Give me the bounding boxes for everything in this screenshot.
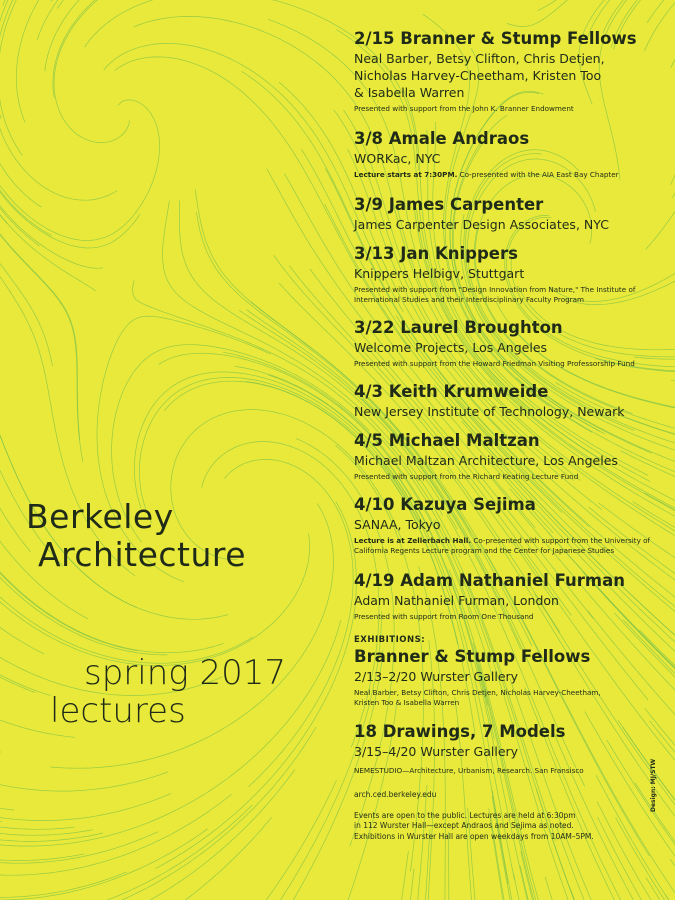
lecture-item [354, 317, 654, 369]
exhibition-dates: 3/15–4/20 Wurster Gallery [354, 744, 519, 759]
flow-line [0, 236, 53, 366]
lecture-note [354, 359, 654, 369]
flow-line [665, 895, 675, 900]
flow-line [0, 805, 14, 810]
lecture-note-emphasis: Lecture starts at 7:30PM. [354, 170, 458, 179]
lecture-affiliation: & Isabella Warren [354, 85, 465, 100]
lecture-item [354, 570, 654, 622]
lecture-title: 4/3 Keith Krumweide [354, 382, 549, 401]
flow-line [0, 113, 41, 207]
lecture-note-text: Presented with support from Room One Thousand [354, 612, 534, 621]
exhibition-dates: 2/13–2/20 Wurster Gallery [354, 669, 519, 684]
flow-line [0, 832, 158, 864]
exhibition-title: Branner & Stump Fellows [354, 647, 591, 666]
flow-line [571, 889, 582, 900]
title-line-architecture: Architecture [38, 535, 247, 574]
lecture-note [354, 536, 654, 556]
subtitle-lectures: lectures [50, 691, 186, 731]
lecture-note [354, 612, 654, 622]
flow-line [671, 135, 675, 185]
exhibition-item [354, 721, 654, 776]
title-line-berkeley: Berkeley [26, 497, 174, 536]
lecture-affiliation: Adam Nathaniel Furman, London [354, 593, 559, 608]
exhibitions-section [354, 634, 654, 776]
flow-line [0, 829, 208, 900]
flow-line [0, 0, 27, 155]
flow-line [399, 851, 408, 900]
flow-line [0, 825, 74, 830]
lecture-item [354, 430, 654, 482]
lecture-note [354, 472, 654, 482]
flow-line [54, 0, 130, 143]
lecture-note-text: Co-presented with support from the University of California Regents Lecture program and the Center for Japanese Studies [354, 536, 651, 555]
lecture-note-text: Presented with support from the John K. Branner Endowment [354, 104, 574, 113]
lecture-item [354, 28, 654, 114]
flow-line [254, 780, 337, 900]
exhibition-item [354, 646, 654, 708]
lecture-title: 2/15 Branner & Stump Fellows [354, 29, 637, 48]
exhibitions-label: EXHIBITIONS: [354, 635, 426, 645]
lecture-note-emphasis: Lecture is at Zellerbach Hall. [354, 536, 472, 545]
lecture-note-text: Co-presented with the AIA East Bay Chapter [457, 170, 619, 179]
flow-line [0, 830, 93, 836]
lecture-item [354, 494, 654, 556]
flow-line [646, 878, 673, 900]
lecture-title: 3/8 Amale Andraos [354, 129, 530, 148]
lecture-affiliation: James Carpenter Design Associates, NYC [354, 217, 609, 232]
flow-line [671, 380, 675, 382]
flow-line [57, 0, 79, 9]
flow-line [408, 869, 414, 900]
flow-line [0, 793, 171, 820]
subtitle-spring-2017: spring 2017 [84, 653, 287, 693]
lecture-title: 4/19 Adam Nathaniel Furman [354, 571, 625, 590]
footer-info [354, 811, 654, 843]
flow-line [0, 187, 7, 223]
lecture-note [354, 104, 654, 114]
flow-line [0, 746, 1, 752]
flow-line [507, 0, 587, 27]
flow-line [0, 176, 103, 268]
flow-line [16, 0, 51, 122]
flow-line [0, 819, 2, 822]
flow-line [161, 817, 272, 900]
lecture-affiliation: SANAA, Tokyo [354, 517, 441, 532]
flow-line [0, 854, 85, 861]
lecture-note-text: Presented with support from the Howard Friedman Visiting Professorship Fund [354, 359, 635, 368]
lecture-item [354, 128, 654, 180]
flow-line [545, 877, 559, 900]
flow-line [671, 30, 675, 68]
lecture-item [354, 381, 654, 420]
website-url[interactable]: arch.ced.berkeley.edu [354, 790, 437, 799]
exhibition-title: 18 Drawings, 7 Models [354, 722, 566, 741]
flow-line [538, 0, 579, 10]
lecture-list [354, 28, 654, 622]
lecture-note-text: Presented with support from the Richard Keating Lecture Fund [354, 472, 579, 481]
flow-line [514, 873, 524, 900]
lecture-note [354, 170, 654, 180]
lecture-title: 4/5 Michael Maltzan [354, 431, 540, 450]
flow-line [449, 832, 450, 900]
flow-line [0, 772, 168, 791]
footer-line: Exhibitions in Wurster Hall are open weekdays from 10AM–5PM. [354, 831, 594, 841]
exhibition-note: NEMESTUDIO—Architecture, Urbanism, Research. San Fransisco [354, 766, 584, 775]
lecture-affiliation: Welcome Projects, Los Angeles [354, 340, 548, 355]
lecture-affiliation: Nicholas Harvey-Cheetham, Kristen Too [354, 68, 602, 83]
flow-line [0, 188, 96, 290]
design-credit: Design: MJ/STW [650, 758, 657, 812]
flow-line [0, 160, 140, 248]
lecture-affiliation: Michael Maltzan Architecture, Los Angeles [354, 453, 618, 468]
lecture-note-text: Presented with support from "Design Innovation from Nature," The Institute of International Studies and their Interdisciplinary Faculty Program [354, 285, 636, 304]
lecture-title: 4/10 Kazuya Sejima [354, 495, 536, 514]
flow-line [30, 805, 253, 900]
lecture-title: 3/9 James Carpenter [354, 195, 544, 214]
lecture-note [354, 285, 654, 305]
flow-line [53, 0, 119, 97]
flow-line [51, 0, 66, 1]
flow-line [0, 209, 83, 461]
footer-line: Events are open to the public. Lectures are held at 6:30pm [354, 810, 576, 820]
flow-line [111, 769, 295, 900]
lecture-affiliation: Knippers Helbigv, Stuttgart [354, 266, 525, 281]
flow-line [45, 0, 101, 71]
lecture-affiliation: New Jersey Institute of Technology, Newark [354, 404, 625, 419]
lecture-item [354, 194, 654, 233]
event-list [354, 28, 654, 842]
lecture-affiliation: Neal Barber, Betsy Clifton, Chris Detjen, [354, 51, 605, 66]
lecture-affiliation: WORKac, NYC [354, 151, 441, 166]
lecture-title: 3/22 Laurel Broughton [354, 318, 563, 337]
exhibition-note: Neal Barber, Betsy Clifton, Chris Detjen, Nicholas Harvey-Cheetham, Kristen Too & Isabella Warren [354, 688, 601, 707]
lecture-item [354, 243, 654, 305]
flow-line [0, 100, 160, 241]
footer-line: in 112 Wurster Hall—except Andraos and Sejima as noted. [354, 821, 574, 830]
lecture-title: 3/13 Jan Knippers [354, 244, 518, 263]
flow-line [647, 0, 675, 23]
poster-title [26, 498, 286, 730]
